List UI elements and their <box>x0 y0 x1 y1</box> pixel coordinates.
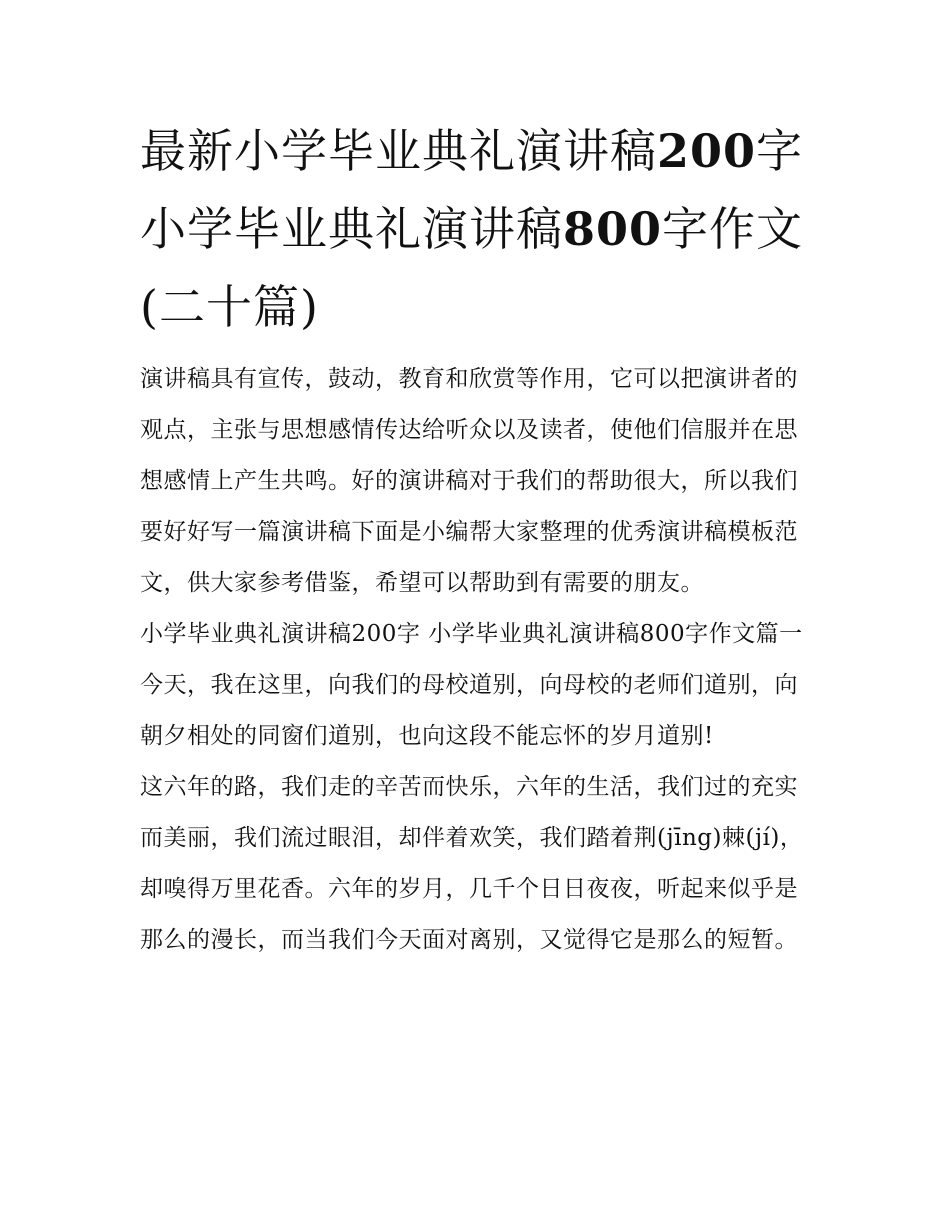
body-paragraph-farewell: 今天，我在这里，向我们的母校道别，向母校的老师们道别，向朝夕相处的同窗们道别，也向这段不能忘怀的岁月道别! <box>140 672 798 749</box>
section-heading: 小学毕业典礼演讲稿200字 小学毕业典礼演讲稿800字作文篇一 <box>140 621 803 647</box>
document-title <box>140 112 815 346</box>
title-number-200: 200 <box>657 124 757 178</box>
title-number-800: 800 <box>563 202 663 256</box>
title-text-part2: 字 小学毕业典礼演讲稿 <box>140 124 804 256</box>
intro-paragraph: 演讲稿具有宣传，鼓动，教育和欣赏等作用，它可以把演讲者的观点，主张与思想感情传达给听众以及读者，使他们信服并在思想感情上产生共鸣。好的演讲稿对于我们的帮助很大，所以我们要好好写一篇演讲稿下面是小编帮大家整理的优秀演讲稿模板范文，供大家参考借鉴，希望可以帮助到有需要的朋友。 <box>140 366 798 596</box>
body-paragraph-six-years: 这六年的路，我们走的辛苦而快乐，六年的生活，我们过的充实而美丽，我们流过眼泪，却伴着欢笑，我们踏着荆(jīng)棘(jí)，却嗅得万里花香。六年的岁月，几千个日日夜夜，听起来似乎是那么的漫长，而当我们今天面对离别，又觉得它是那么的短暂。 <box>140 774 804 953</box>
title-text-part3: 字作文(二十篇) <box>140 202 804 334</box>
title-text-part1: 最新小学毕业典礼演讲稿 <box>140 124 657 178</box>
document-content <box>140 112 815 966</box>
